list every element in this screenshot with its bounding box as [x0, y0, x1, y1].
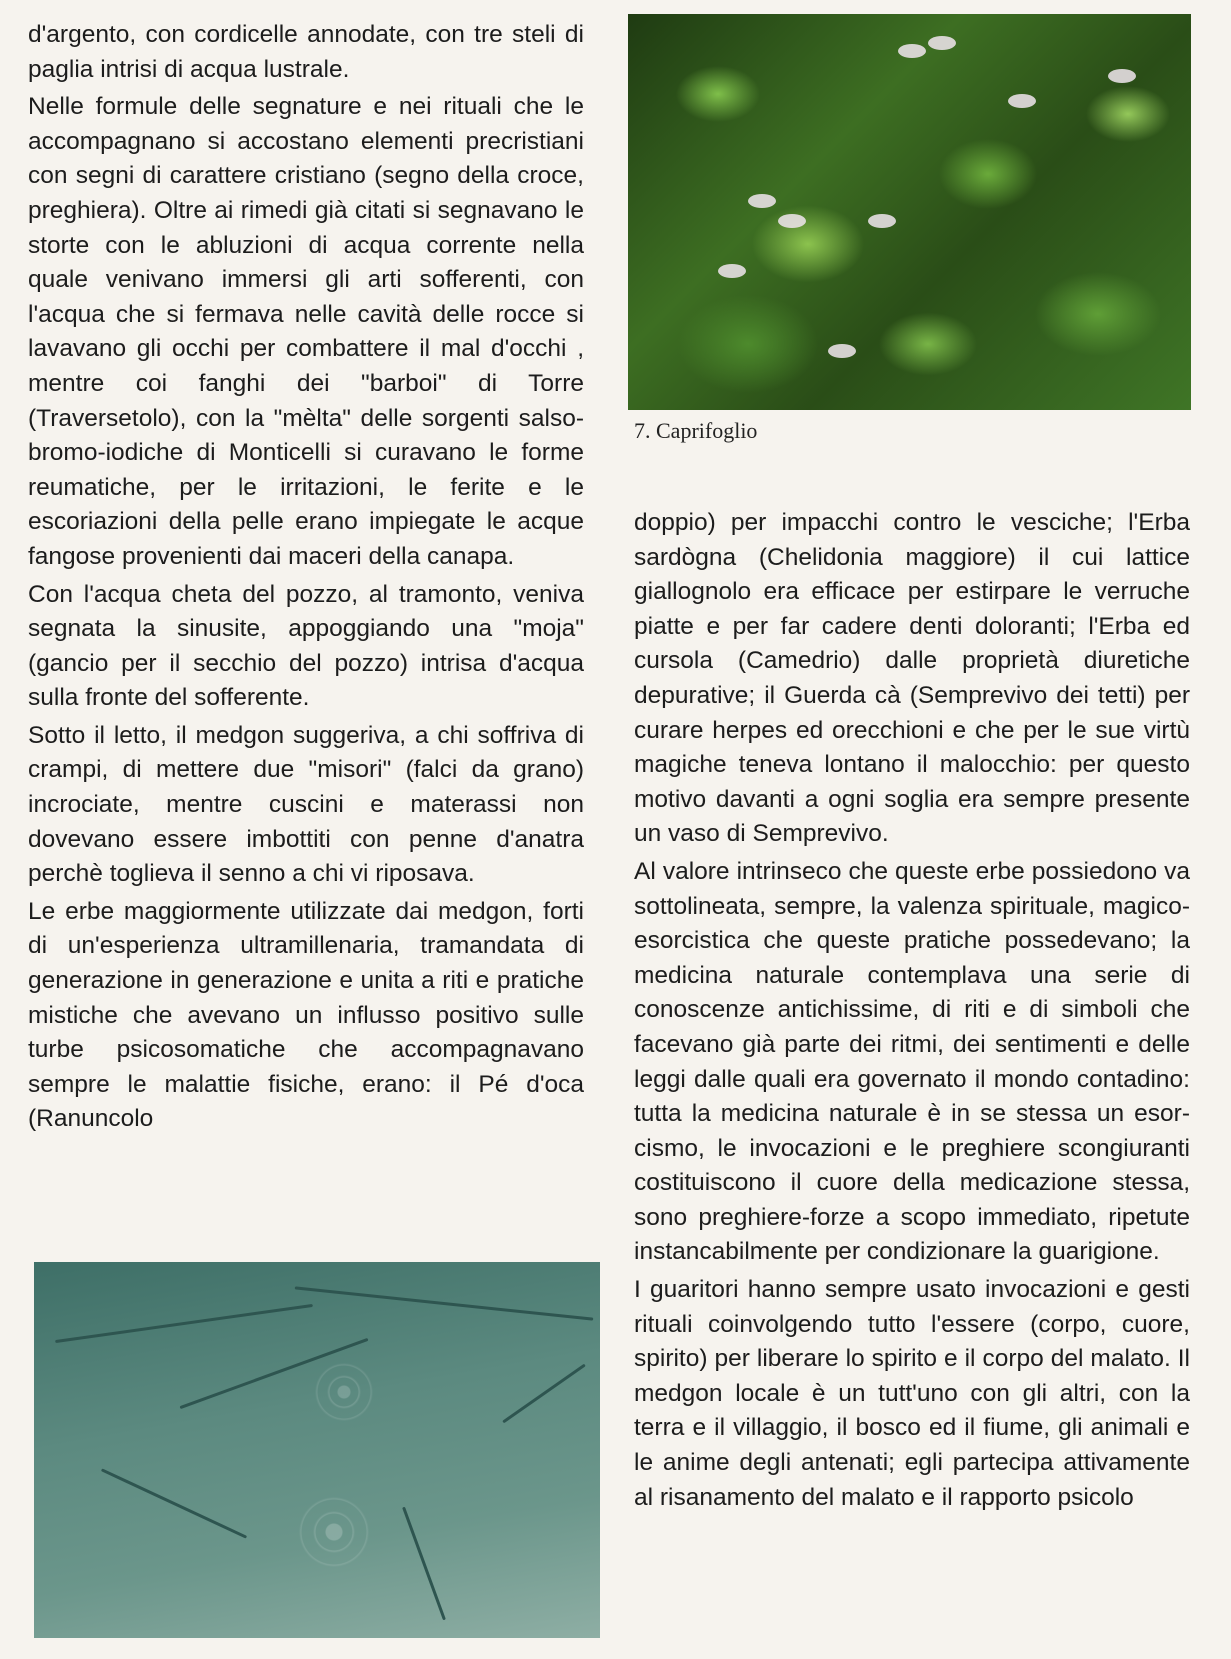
paragraph: Con l'acqua cheta del pozzo, al tramonto, veniva segnata la sinusite, appoggiando una "moja" (gancio per il secchio del pozzo) intrisa d'acqua sulla fronte del sofferente. [28, 580, 584, 712]
right-text-column [634, 506, 1190, 1515]
photo-caption: 7. Caprifoglio [634, 418, 758, 443]
left-text-column [28, 18, 584, 1137]
paragraph: Nelle formule delle segnature e nei rituali che le accompagnano si accostano elementi precristiani con segni di carattere cristiano (segno della croce, preghiera). Oltre ai rimedi già citati si segnavano le storte con le abluzioni di acqua corrente nella quale venivano immersi gli arti sofferenti, con l'acqua che si fermava nelle cavità delle rocce si lavavano gli occhi per combattere il mal d'occhi , mentre coi fanghi dei "barboi" di Torre (Traversetolo), con la "mèlta" delle sorgenti salso-bromo-iodiche di Monticelli si curavano le forme reumatiche, per le irritazioni, le ferite e le escoriazioni della pelle erano impiegate le acque fangose provenienti dai maceri della canapa. [28, 93, 584, 570]
caprifoglio-photo [628, 14, 1191, 410]
paragraph: Le erbe maggiormente utilizzate dai medgon, forti di un'esperienza ultramillenaria, tramandata di generazione in generazione e unita a riti e pratiche mistiche che avevano un influsso positivo sulle turbe psicosomatiche che accompagnavano sempre le malattie fisiche, erano: il Pé d'oca (Ranuncolo [28, 897, 584, 1133]
paragraph: d'argento, con cordicelle annodate, con tre steli di paglia intrisi di acqua lustrale. [28, 21, 584, 83]
paragraph: I guaritori hanno sempre usato invocazioni e gesti rituali coinvolgendo tutto l'essere (corpo, cuore, spirito) per liberare lo spirito e il corpo del malato. Il medgon locale è un tutt'uno con gli altri, con la terra e il villaggio, il bosco ed il fiume, gli animali e le anime degli antenati; egli partecipa attivamente al risanamento del malato e il rapporto psicolo [634, 1276, 1190, 1511]
paragraph: Sotto il letto, il medgon suggeriva, a chi soffriva di crampi, di mettere due "misori" (falci da grano) incrociate, mentre cuscini e materassi non dovevano essere imbottiti con penne d'anatra perchè toglieva il senno a chi vi riposava. [28, 721, 584, 888]
barboi-mud-photo [34, 1262, 600, 1638]
paragraph: doppio) per impacchi contro le vesciche; l'Erba sardògna (Chelidonia maggiore) il cui lattice giallognolo era efficace per estirpare le verruche piatte e per far cadere denti doloranti; l'Erba ed cursola (Camedrio) dalle proprietà diuretiche depurative; il Guerda cà (Semprevivo dei tetti) per curare herpes ed orecchioni e che per le sue virtù magiche teneva lontano il malocchio: per questo motivo davanti a ogni soglia era sempre presente un vaso di Semprevivo. [634, 509, 1190, 848]
paragraph: Al valore intrinseco che queste erbe possiedono va sottolineata, sempre, la valenza spirituale, magico-esorcistica che queste pratiche possedevano; la medicina naturale contemplava una serie di conoscenze antichissime, di riti e di simboli che facevano già parte dei ritmi, dei sentimenti e delle leggi dalle quali era governato il mondo contadino: tutta la medicina naturale è in se stessa un esorcismo, le invocazioni e le preghiere scongiuranti costituiscono il cuore della medicazione stessa, sono preghiere-forze a scopo immediato, ripetute instancabilmente per condizionare la guarigione. [634, 857, 1190, 1266]
